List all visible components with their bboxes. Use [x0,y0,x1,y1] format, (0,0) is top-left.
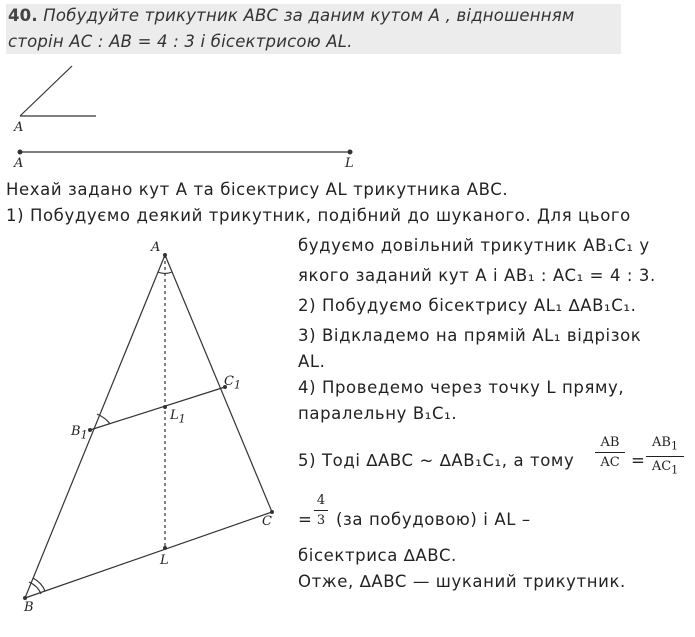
label-b: B [24,600,34,615]
angle-arc-b1 [97,414,110,424]
frac2-den-sub: 1 [671,463,679,477]
equals-sign-2: = [298,510,313,529]
label-l1 [170,408,186,426]
solution-intro: Нехай задано кут A та бісектрису AL трикутника ABC. [6,180,509,199]
problem-statement-1: Побудуйте трикутник ABC за даним кутом A , відношенням [43,6,575,25]
given-angle-label: A [14,120,24,135]
frac2-num-text: AB [652,435,671,450]
problem-statement-2: сторін AC : AB = 4 : 3 і бісектрисою AL. [8,32,353,51]
frac2-den-text: AC [651,458,672,474]
conclusion: Отже, ∆ABC — шуканий трикутник. [298,572,626,591]
label-l: L [160,553,169,568]
label-a: A [151,240,161,255]
fraction-ab-ac-denominator: AC [600,455,620,470]
given-segment-start-label: A [14,156,24,171]
side-ac [165,255,272,512]
step-4-line-2: паралельну B₁C₁. [298,404,458,423]
step-5-line-3: бісектриса ∆ABC. [298,546,457,565]
point-l1 [163,405,167,409]
step-1-line-1: 1) Побудуємо деякий трикутник, подібний до шуканого. Для цього [6,206,631,225]
point-a [163,253,167,257]
step-2: 2) Побудуємо бісектрису AL₁ ∆AB₁C₁. [298,296,637,315]
step-3-line-2: AL. [298,352,326,371]
point-b1 [88,428,92,432]
frac2-num-sub: 1 [670,439,678,453]
step-4-line-1: 4) Проведемо через точку L пряму, [298,378,625,397]
label-l1-sub: 1 [178,412,186,426]
label-c1-sub: 1 [233,378,241,392]
label-c1-text: C [224,374,234,389]
problem-number: 40. [8,6,38,25]
label-b1-text: B [71,424,81,439]
label-c1 [224,374,241,392]
label-b1-sub: 1 [80,428,88,442]
side-ab [25,255,165,598]
step-5-line-1: 5) Тоді ∆ABC ~ ∆AB₁C₁, а тому [298,451,575,470]
given-segment-end-label: L [345,156,354,171]
point-l [163,546,167,550]
label-l1-text: L [170,408,179,423]
step-5-line-2: (за побудовою) і AL – [336,510,531,529]
step-1-line-3: якого заданий кут A і AB₁ : AC₁ = 4 : 3. [298,266,656,285]
step-1-line-2: будуємо довільний трикутник AB₁C₁ у [298,236,650,255]
fraction-4-3-denominator: 3 [316,513,326,528]
label-c: C [262,514,272,529]
equals-sign: = [631,451,646,470]
side-bc [25,512,272,598]
fraction-4-3-numerator: 4 [316,493,326,508]
step-3-line-1: 3) Відкладемо на прямій AL₁ відрізок [298,326,642,345]
label-b1 [71,424,88,442]
angle-arc-a [158,272,172,274]
fraction-ab-ac-numerator: AB [600,435,620,450]
